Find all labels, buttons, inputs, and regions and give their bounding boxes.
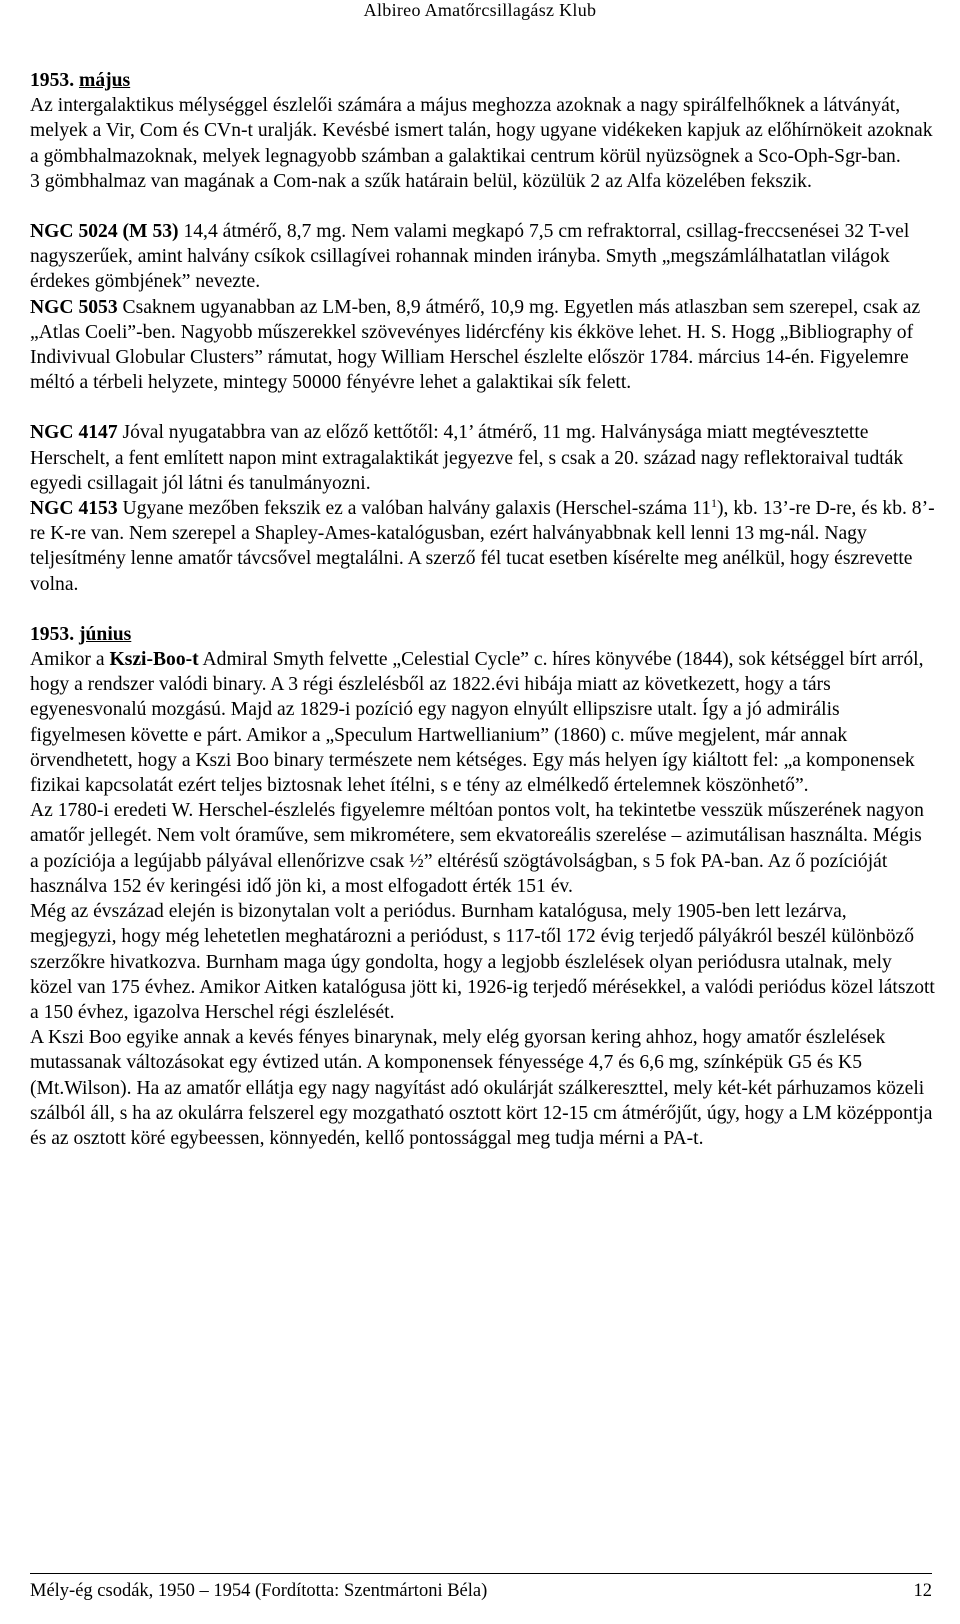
object-text: Csaknem ugyanabban az LM-ben, 8,9 átmérő, 10,9 mg. Egyetlen más atlaszban sem szerepel, csak az „Atlas Coeli”-ben. Nagyobb műszerekkel szövevényes lidércfény kis ékköve lehet. H. S. Hogg „Bibliography of Indivivual Globular Clusters” rámutat, hogy William Herschel észlelte először 1784. március 14-én. Figyelemre méltó a térbeli helyzete, mintegy 50000 fényévre lehet a galaktikai sík felett. [30, 296, 921, 394]
heading-year: 1953. [30, 623, 75, 645]
section-heading-june [30, 622, 935, 647]
superscript: 1 [711, 496, 718, 511]
object-text: Jóval nyugatabbra van az előző kettőtől: 4,1’ átmérő, 11 mg. Halványsága miatt megtévesztette Herschelt, a fent említett napon mint extragalaktikát jegyezve fel, s csak a 20. század nagy reflektoraival tudták egyedi csillagait jól látni és tanulmányozni. [30, 422, 904, 494]
object-name: NGC 5053 [30, 296, 118, 318]
object-text: 14,4 átmérő, 8,7 mg. Nem valami megkapó 7,5 cm refraktorral, csillag-freccsenései 32 T-vel nagyszerűek, amint halvány csíkok csillagívei rohannak minden irányba. Smyth „megszámlálhatatlan világok érdekes gömbjének” nevezte. [30, 221, 910, 293]
paragraph: Az intergalaktikus mélységgel észlelői számára a május meghozza azoknak a nagy spirálfelhőknek a látványát, melyek a Vir, Com és CVn-t uralják. Kevésbé ismert talán, hogy ugyane vidékeken kapjuk az előhírnökeit azoknak a gömbhalmazoknak, melyek legnagyobb számban a galaktikai centrum körül nyüzsögnek a Sco-Oph-Sgr-ban. [30, 95, 933, 167]
heading-month: május [79, 70, 131, 91]
paragraph: Még az évszázad elején is bizonytalan volt a periódus. Burnham katalógusa, mely 1905-ben lett lezárva, megjegyzi, hogy még lehetetlen meghatározni a periódust, s 117-től 172 évig terjedő pályákról beszél különböző szerzőkre hivatkozva. Burnham maga úgy gondolta, hogy a legjobb észlelések olyan periódusra utalnak, mely közel van 175 évhez. Amikor Aitken katalógusa jött ki, 1926-ig terjedő mérésekkel, a valódi periódus közel látszott a 150 évhez, igazolva Herschel régi észlelését. [30, 901, 935, 1023]
section-heading-may [30, 68, 935, 93]
object-name: NGC 5024 (M 53) [30, 221, 179, 243]
object-name: NGC 4147 [30, 422, 118, 444]
object-name: Kszi-Boo-t [109, 649, 199, 671]
paragraph: A Kszi Boo egyike annak a kevés fényes binarynak, mely elég gyorsan kering ahhoz, hogy amatőr észlelések mutassanak változásokat egy évtized után. A komponensek fényessége 4,7 és 6,6 mg, színképük G5 és K5 (Mt.Wilson). Ha az amatőr ellátja egy nagy nagyítást adó okulárját szálkereszttel, mely két-két párhuzamos közeli szálból áll, s ha az okulárra felszerel egy mozgatható osztott kört 12-15 cm átmérőjűt, úgy, hogy a LM középpontja és az osztott köré egybeessen, könnyedén, kellő pontossággal meg tudja mérni a PA-t. [30, 1027, 933, 1149]
paragraph-ngc4147 [30, 420, 935, 496]
footer-divider [30, 1573, 932, 1574]
page-number: 12 [913, 1581, 932, 1601]
object-name: NGC 4153 [30, 498, 118, 520]
document-body [30, 68, 935, 1151]
heading-year: 1953. [30, 70, 75, 91]
object-text: Ugyane mezőben fekszik ez a valóban halvány galaxis (Herschel-száma 11 [117, 498, 712, 520]
text-run: Admiral Smyth felvette „Celestial Cycle” c. híres könyvébe (1844), sok kétséggel bírt arról, hogy a rendszer valódi binary. A 3 régi észlelésből az 1822.évi hibája miatt az következett, hogy a társ egyenesvonalú mozgású. Majd az 1829-i pozíció egy nagyon elnyúlt ellipszisre utalt. Így a jó admirális figyelmesen követte e párt. Amikor a „Speculum Hartwellianium” (1860) c. műve megjelent, már annak örvendhetett, hogy a Kszi Boo binary természete nem kétséges. Egy más helyen így kiáltott fel: „a komponensek fizikai kapcsolatát ezért teljes biztosnak lehet ítélni, s e tény az elmélkedő értelemnek köszönhető”. [30, 649, 924, 797]
paragraph: Az 1780-i eredeti W. Herschel-észlelés figyelemre méltóan pontos volt, ha tekintetbe vesszük műszerének nagyon amatőr jellegét. Nem volt óraműve, sem mikrométere, sem ekvatoreális szerelése – azimutálisan használta. Mégis a pozíciója a legújabb pályával ellenőrizve csak ½” eltérésű szögtávolságban, s 5 fok PA-ban. Az ő pozícióját használva 152 év keringési idő jön ki, a most elfogadott érték 151 év. [30, 800, 924, 897]
paragraph: 3 gömbhalmaz van magának a Com-nak a szűk határain belül, közülük 2 az Alfa közelében fekszik. [30, 170, 812, 192]
club-name: Albireo Amatőrcsillagász Klub [363, 0, 597, 20]
footer-title: Mély-ég csodák, 1950 – 1954 (Fordította: Szentmártoni Béla) [30, 1581, 488, 1601]
page-footer [30, 1580, 932, 1602]
paragraph-ngc4153 [30, 496, 935, 597]
page-header [0, 0, 960, 34]
paragraph-kszi-boo [30, 647, 935, 798]
paragraph-ngc5024 [30, 219, 935, 295]
text-run: Amikor a [30, 649, 110, 671]
paragraph-ngc5053 [30, 295, 935, 396]
heading-month: június [79, 623, 132, 645]
object-text: ), kb. 13’-re D-re, és kb. 8’-re K-re van. Nem szerepel a Shapley-Ames-katalógusban, ezért halványabbnak kell lenni 13 mg-nál. Nagy teljesítmény lenne amatőr távcsővel megtalálni. A szerző fél tucat esetben kísérelte meg anélkül, hogy észrevette volna. [30, 498, 935, 595]
